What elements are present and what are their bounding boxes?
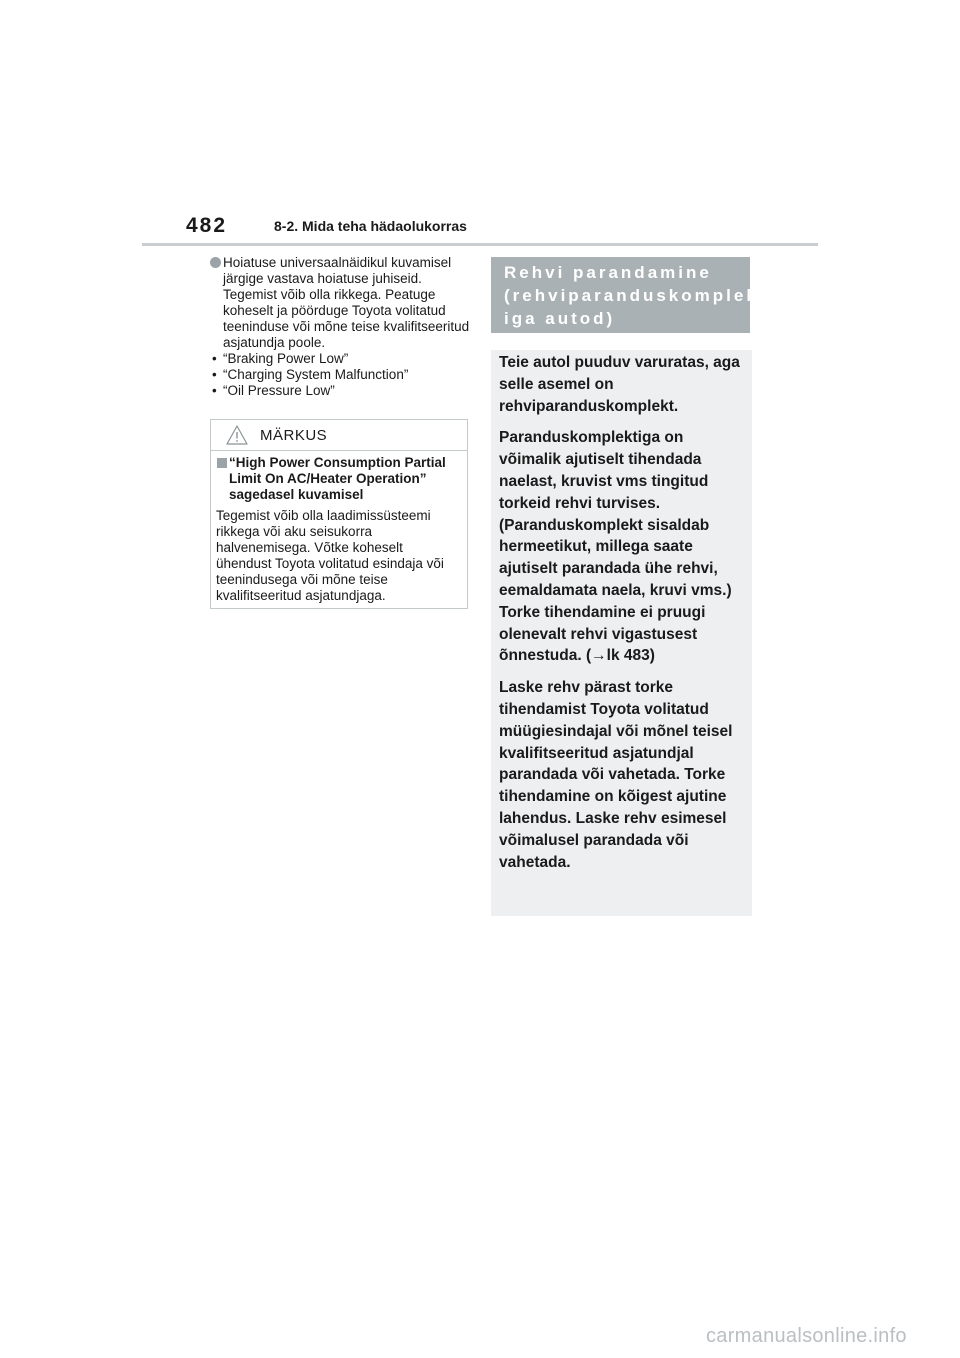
square-bullet-icon: [217, 458, 227, 468]
notice-header: [211, 420, 467, 451]
warning-list: [210, 351, 472, 399]
warning-item: • “Oil Pressure Low”: [210, 383, 472, 399]
notice-label: MÄRKUS: [260, 427, 328, 444]
notice-text: Tegemist võib olla laadimissüsteemi rikkega või aku seisukorra halvenemisega. Võtke koheselt ühendust Toyota volitatud esindaja või teenindusega või mõne teise kvalifitseeritud asjatundjaga.: [216, 508, 444, 603]
round-bullet-icon: [210, 257, 221, 268]
info-box-paragraph: Paranduskomplektiga on võimalik ajutiselt tihendada naelast, kruvist vms tingitud torkeid rehvi turvises. (Paranduskomplekt sisaldab hermeetikut, millega saate ajutiselt parandada ühe rehvi, eemaldamata naela, kruvi vms.) Torke tihendamine ei pruugi olenevalt rehvi vigastusest õnnestuda. (→lk 483): [499, 429, 732, 665]
notice-subheading: [216, 455, 461, 503]
watermark-logo: carmanualsonline.info: [706, 1325, 907, 1347]
header-rule: [142, 243, 818, 246]
notice-box: [210, 419, 468, 609]
warning-triangle-icon: [226, 425, 248, 445]
warning-item: • “Braking Power Low”: [210, 351, 472, 367]
info-box-paragraph: Teie autol puuduv varuratas, aga selle asemel on rehviparanduskomplekt.: [499, 354, 740, 415]
info-box-paragraph: Laske rehv pärast torke tihendamist Toyota volitatud müügiesindajal või mõnel teisel kvalifitseeritud asjatundjal parandada või vahetada. Torke tihendamine on kõigest ajutine lahendus. Laske rehv esimesel võimalusel parandada või vahetada.: [499, 679, 733, 871]
notice-body: [211, 451, 467, 604]
page-number: 482: [186, 214, 228, 237]
section-title: 8-2. Mida teha hädaolukorras: [274, 218, 467, 234]
left-column: [210, 255, 472, 399]
warning-item: • “Charging System Malfunction”: [210, 367, 472, 383]
section-heading-box: [491, 257, 768, 333]
info-box: [491, 350, 752, 916]
info-paragraph-text: Hoiatuse universaalnäidikul kuvamisel järgige vastava hoiatuse juhiseid. Tegemist võib olla rikkega. Peatuge koheselt ja pöörduge Toyota volitatud teeninduse või mõne teise kvalifitseeritud asjatundja poole.: [223, 255, 470, 350]
info-paragraph: [210, 255, 472, 351]
notice-subheading-text: “High Power Consumption Partial Limit On AC/Heater Operation” sagedasel kuvamisel: [229, 455, 446, 502]
section-heading: Rehvi parandamine (rehviparanduskomplekt iga autod): [504, 263, 768, 328]
